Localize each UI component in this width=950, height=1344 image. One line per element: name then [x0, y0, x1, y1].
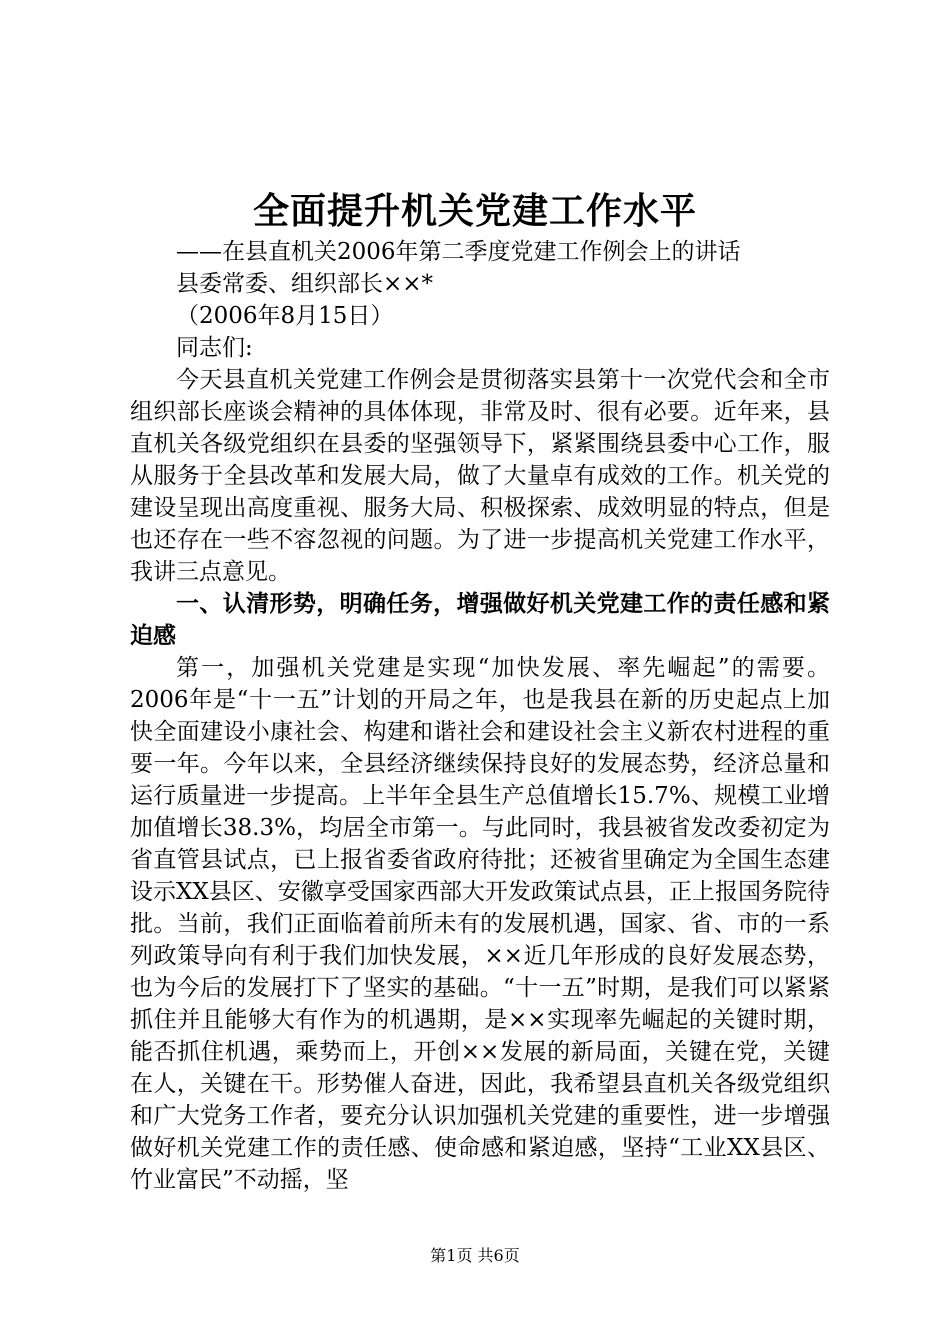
paragraph-intro: 今天县直机关党建工作例会是贯彻落实县第十一次党代会和全市组织部长座谈会精神的具体体现，非常及时、很有必要。近年来，县直机关各级党组织在县委的坚强领导下，紧紧围绕县委中心工作，服从服务于全县改革和发展大局，做了大量卓有成效的工作。机关党的建设呈现出高度重视、服务大局、积极探索、成效明显的特点，但是也还存在一些不容忽视的问题。为了进一步提高机关党建工作水平，我讲三点意见。 — [130, 367, 830, 585]
speech-date: （2006年8月15日） — [176, 303, 394, 329]
paragraph-first-point: 第一，加强机关党建是实现“加快发展、率先崛起”的需要。2006年是“十一五”计划的开局之年，也是我县在新的历史起点上加快全面建设小康社会、构建和谐社会和建设社会主义新农村进程的重要一年。今年以来，全县经济继续保持良好的发展态势，经济总量和运行质量进一步提高。上半年全县生产总值增长15.7%、规模工业增加值增长38.3%，均居全市第一。与此同时，我县被省发改委初定为省直管县试点，已上报省委省政府待批；还被省里确定为全国生态建设示XX县区、安徽享受国家西部大开发政策试点县，正上报国务院待批。当前，我们正面临着前所未有的发展机遇，国家、省、市的一系列政策导向有利于我们加快发展，××近几年形成的良好发展态势，也为今后的发展打下了坚实的基础。“十一五”时期，是我们可以紧紧抓住并且能够大有作为的机遇期，是××实现率先崛起的关键时期，能否抓住机遇，乘势而上，开创××发展的新局面，关键在党，关键在人，关键在干。形势催人奋进，因此，我希望县直机关各级党组织和广大党务工作者，要充分认识加强机关党建的重要性，进一步增强做好机关党建工作的责任感、使命感和紧迫感，坚持“工业XX县区、竹业富民”不动摇，坚 — [130, 655, 830, 1193]
speaker-line: 县委常委、组织部长××* — [176, 271, 434, 297]
document-title: 全面提升机关党建工作水平 — [252, 190, 697, 232]
salutation: 同志们: — [176, 335, 253, 361]
section-heading-1: 一、认清形势，明确任务，增强做好机关党建工作的责任感和紧迫感 — [130, 591, 830, 649]
page-number-footer: 第1页 共6页 — [430, 1246, 520, 1265]
speech-subtitle: ——在县直机关2006年第二季度党建工作例会上的讲话 — [176, 239, 741, 265]
document-body — [130, 236, 830, 1196]
